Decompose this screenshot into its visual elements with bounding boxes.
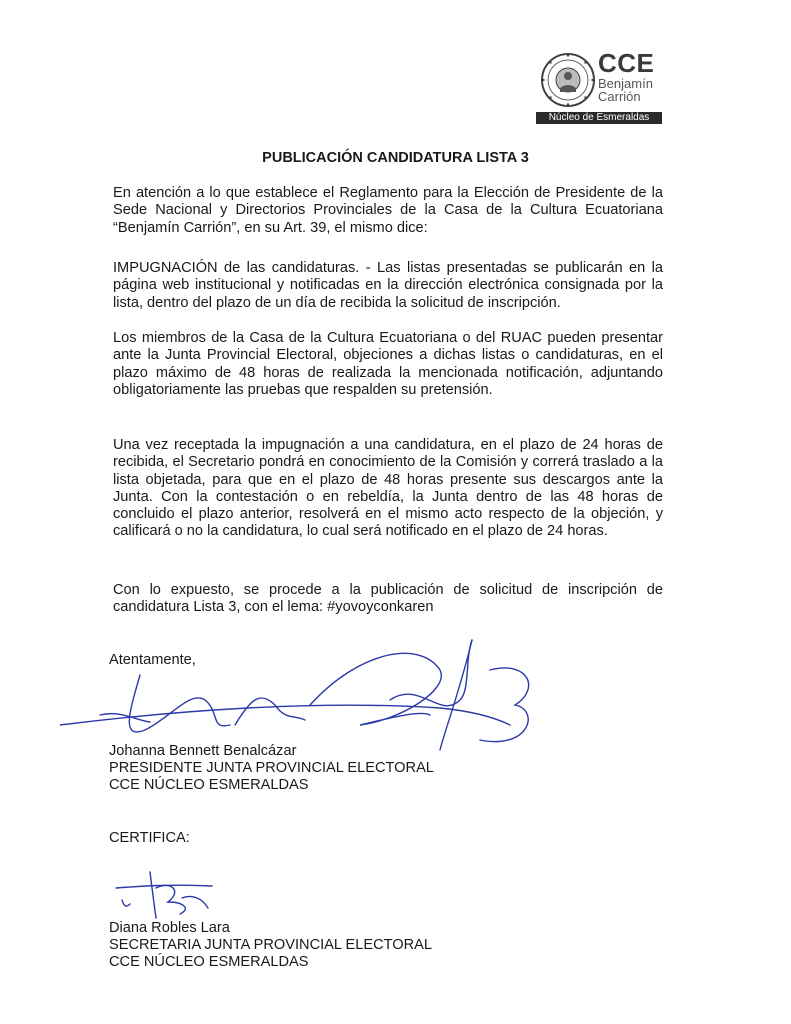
document-title: PUBLICACIÓN CANDIDATURA LISTA 3	[262, 150, 529, 166]
cce-logo	[536, 46, 662, 128]
closing: Atentamente,	[109, 652, 196, 668]
logo-name	[598, 77, 653, 103]
logo-name-line1: Benjamín	[598, 76, 653, 91]
logo-band: Núcleo de Esmeraldas	[536, 112, 662, 124]
president-name: Johanna Bennett Benalcázar	[109, 743, 297, 759]
signature-secretary	[112, 868, 222, 924]
paragraph-objeciones: Los miembros de la Casa de la Cultura Ecuatoriana o del RUAC pueden presentar ante la Junta Provincial Electoral, objeciones a dichas listas o candidaturas, en el plazo máximo de 48 horas de realizada la mencionada notificación, adjuntando obligatoriamente las pruebas que respalden su pretensión.	[113, 330, 663, 398]
certifica-label: CERTIFICA:	[109, 830, 190, 846]
paragraph-intro: En atención a lo que establece el Reglamento para la Elección de Presidente de la Sede Nacional y Directorios Provinciales de la Casa de la Cultura Ecuatoriana “Benjamín Carrión”, en su Art. 39, el mismo dice:	[113, 185, 663, 236]
seal-icon	[540, 52, 596, 108]
paragraph-impugnacion: IMPUGNACIÓN de las candidaturas. - Las listas presentadas se publicarán en la página web institucional y notificadas en la dirección electrónica consignada por la lista, dentro del plazo de un día de recibida la solicitud de inscripción.	[113, 260, 663, 311]
logo-name-line2: Carrión	[598, 89, 641, 104]
secretary-name: Diana Robles Lara	[109, 920, 230, 936]
president-organization: CCE NÚCLEO ESMERALDAS	[109, 777, 309, 793]
paragraph-procedimiento: Una vez receptada la impugnación a una candidatura, en el plazo de 24 horas de recibida, el Secretario pondrá en conocimiento de la Comisión y correrá traslado a la lista objetada, para que en el plazo de 48 horas presente sus descargos ante la Junta. Con la contestación o en rebeldía, la Junta dentro de las 48 horas de concluido el plazo anterior, resolverá en el mismo acto respecto de la objeción, y calificará o no la candidatura, lo cual será notificado en el plazo de 24 horas.	[113, 437, 663, 540]
secretary-organization: CCE NÚCLEO ESMERALDAS	[109, 954, 309, 970]
logo-abbreviation: CCE	[598, 48, 655, 78]
paragraph-publicacion: Con lo expuesto, se procede a la publicación de solicitud de inscripción de candidatura Lista 3, con el lema: #yovoyconkaren	[113, 582, 663, 616]
secretary-title: SECRETARIA JUNTA PROVINCIAL ELECTORAL	[109, 937, 433, 953]
president-title: PRESIDENTE JUNTA PROVINCIAL ELECTORAL	[109, 760, 434, 776]
